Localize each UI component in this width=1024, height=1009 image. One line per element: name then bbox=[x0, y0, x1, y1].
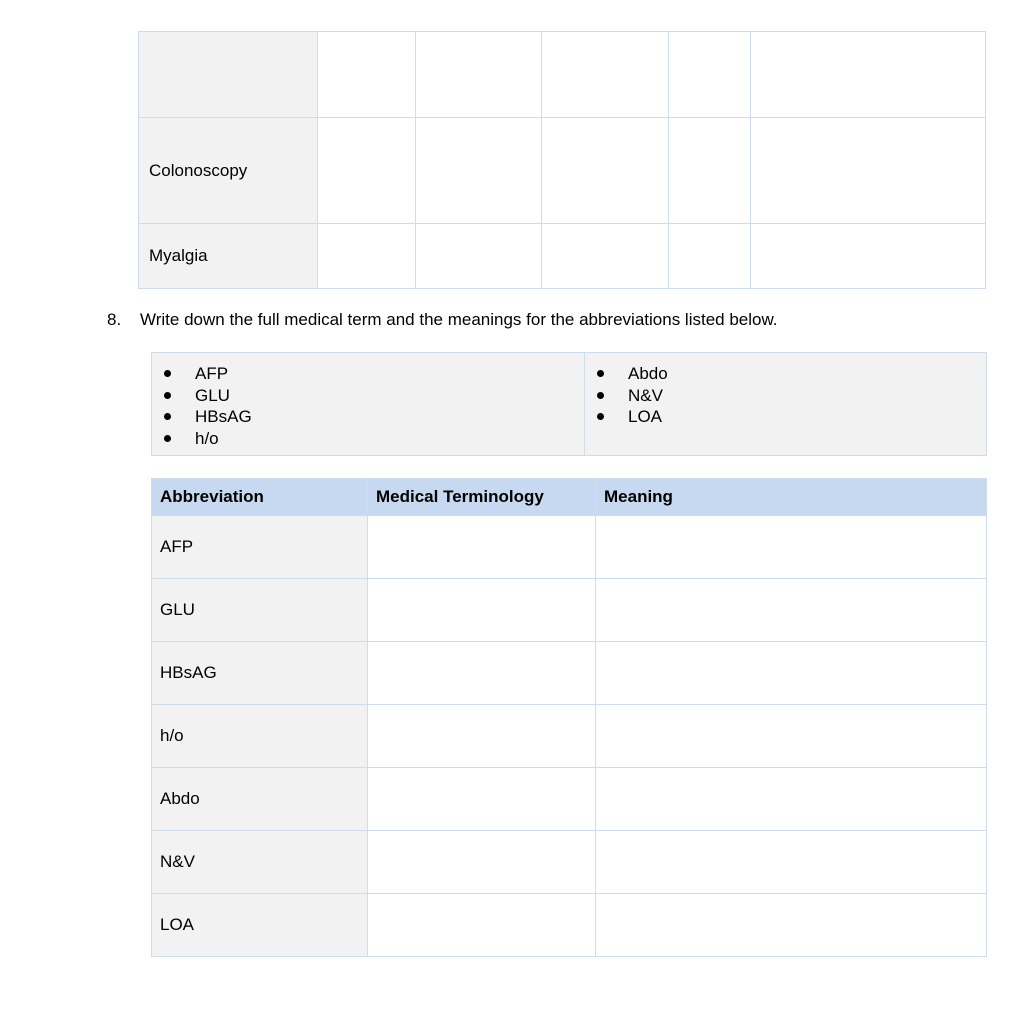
table-row bbox=[152, 516, 987, 579]
column-header-terminology: Medical Terminology bbox=[368, 479, 596, 516]
answer-cell[interactable] bbox=[318, 32, 416, 118]
meaning-cell[interactable] bbox=[596, 831, 987, 894]
answer-cell[interactable] bbox=[318, 224, 416, 289]
table-header-row bbox=[152, 479, 987, 516]
terminology-cell[interactable] bbox=[368, 894, 596, 957]
meaning-cell[interactable] bbox=[596, 579, 987, 642]
answer-cell[interactable] bbox=[669, 32, 751, 118]
answer-cell[interactable] bbox=[318, 118, 416, 224]
answer-cell[interactable] bbox=[542, 224, 669, 289]
abbreviation-list-right bbox=[585, 353, 987, 456]
table-row bbox=[152, 831, 987, 894]
answer-cell[interactable] bbox=[751, 32, 986, 118]
column-header-abbreviation: Abbreviation bbox=[152, 479, 368, 516]
terminology-cell[interactable] bbox=[368, 579, 596, 642]
table-row bbox=[152, 894, 987, 957]
table-row bbox=[152, 705, 987, 768]
table-row bbox=[139, 118, 986, 224]
abbreviation-cell: Abdo bbox=[152, 768, 368, 831]
list-item: HBsAG bbox=[163, 406, 584, 428]
question-number: 8. bbox=[107, 310, 122, 329]
answer-cell[interactable] bbox=[751, 224, 986, 289]
meaning-cell[interactable] bbox=[596, 705, 987, 768]
abbreviation-cell: LOA bbox=[152, 894, 368, 957]
answer-cell[interactable] bbox=[542, 118, 669, 224]
question-8 bbox=[107, 310, 778, 330]
abbreviation-list-box bbox=[151, 352, 987, 456]
terminology-cell[interactable] bbox=[368, 516, 596, 579]
term-table bbox=[138, 31, 986, 289]
abbreviation-cell: AFP bbox=[152, 516, 368, 579]
table-row bbox=[139, 32, 986, 118]
abbreviation-cell: GLU bbox=[152, 579, 368, 642]
term-cell: Myalgia bbox=[139, 224, 318, 289]
terminology-cell[interactable] bbox=[368, 705, 596, 768]
meaning-cell[interactable] bbox=[596, 894, 987, 957]
meaning-cell[interactable] bbox=[596, 642, 987, 705]
terminology-cell[interactable] bbox=[368, 642, 596, 705]
bullet-icon bbox=[597, 370, 604, 377]
answer-cell[interactable] bbox=[669, 118, 751, 224]
answer-cell[interactable] bbox=[542, 32, 669, 118]
bullet-icon bbox=[597, 413, 604, 420]
table-row bbox=[152, 642, 987, 705]
answer-cell[interactable] bbox=[416, 32, 542, 118]
abbreviation-table bbox=[151, 478, 987, 957]
bullet-icon bbox=[164, 435, 171, 442]
table-row bbox=[152, 579, 987, 642]
question-text: Write down the full medical term and the meanings for the abbreviations listed below. bbox=[140, 310, 778, 329]
list-item: AFP bbox=[163, 363, 584, 385]
meaning-cell[interactable] bbox=[596, 768, 987, 831]
answer-cell[interactable] bbox=[416, 118, 542, 224]
column-header-meaning: Meaning bbox=[596, 479, 987, 516]
meaning-cell[interactable] bbox=[596, 516, 987, 579]
terminology-cell[interactable] bbox=[368, 831, 596, 894]
bullet-icon bbox=[164, 392, 171, 399]
term-cell bbox=[139, 32, 318, 118]
list-item: Abdo bbox=[596, 363, 986, 385]
bullet-icon bbox=[164, 413, 171, 420]
abbreviation-cell: h/o bbox=[152, 705, 368, 768]
table-row bbox=[139, 224, 986, 289]
list-item: GLU bbox=[163, 385, 584, 407]
terminology-cell[interactable] bbox=[368, 768, 596, 831]
answer-cell[interactable] bbox=[751, 118, 986, 224]
abbreviation-list-left bbox=[152, 353, 585, 456]
answer-cell[interactable] bbox=[669, 224, 751, 289]
answer-cell[interactable] bbox=[416, 224, 542, 289]
list-item: N&V bbox=[596, 385, 986, 407]
abbreviation-cell: N&V bbox=[152, 831, 368, 894]
abbreviation-cell: HBsAG bbox=[152, 642, 368, 705]
list-item: h/o bbox=[163, 428, 584, 450]
bullet-icon bbox=[164, 370, 171, 377]
term-cell: Colonoscopy bbox=[139, 118, 318, 224]
table-row bbox=[152, 768, 987, 831]
bullet-icon bbox=[597, 392, 604, 399]
list-item: LOA bbox=[596, 406, 986, 428]
